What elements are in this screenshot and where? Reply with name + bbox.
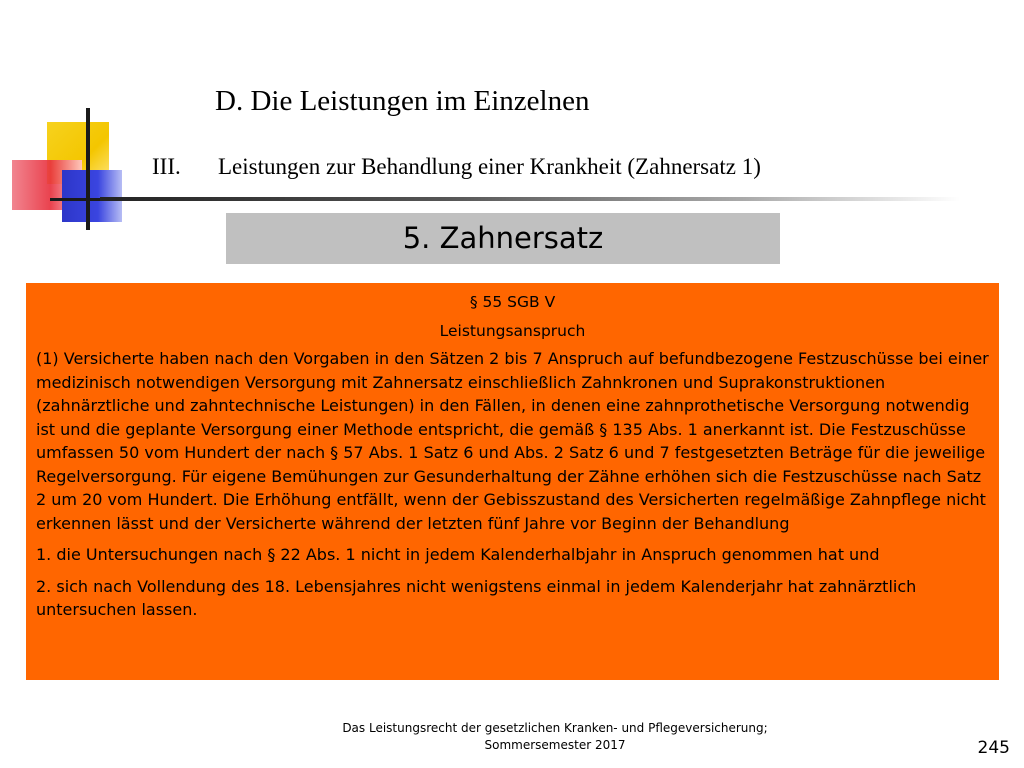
page-subtitle [152, 154, 761, 180]
logo-blue-square [62, 170, 122, 222]
law-item-1: 1. die Untersuchungen nach § 22 Abs. 1 nicht in jedem Kalenderhalbjahr in Anspruch genommen hat und [36, 545, 880, 564]
law-paragraph-1: (1) Versicherte haben nach den Vorgaben in den Sätzen 2 bis 7 Anspruch auf befundbezogene Festzuschüsse bei einer medizinisch notwendigen Versorgung mit Zahnersatz einschließlich Zahnkronen und Suprakonstruktionen (zahnärztliche und zahntechnische Leistungen) in den Fällen, in denen eine zahnprothetische Versorgung notwendig ist und die geplante Versorgung einer Methode entspricht, die gemäß § 135 Abs. 1 anerkannt ist. Die Festzuschüsse umfassen 50 vom Hundert der nach § 57 Abs. 1 Satz 6 und Abs. 2 Satz 6 und 7 festgesetzten Beträge für die jeweilige Regelversorgung. Für eigene Bemühungen zur Gesunderhaltung der Zähne erhöhen sich die Festzuschüsse nach Satz 2 um 20 vom Hundert. Die Erhöhung entfällt, wenn der Gebisszustand des Versicherten regelmäßige Zahnpflege nicht erkennen lässt und der Versicherte während der letzten fünf Jahre vor Beginn der Behandlung [36, 349, 989, 533]
footer-line-2: Sommersemester 2017 [484, 738, 626, 752]
law-item-2: 2. sich nach Vollendung des 18. Lebensjahres nicht wenigstens einmal in jedem Kalenderjahr hat zahnärztlich untersuchen lassen. [36, 576, 917, 619]
page-title: D. Die Leistungen im Einzelnen [215, 85, 590, 117]
section-heading: 5. Zahnersatz [226, 213, 780, 264]
law-text-box [26, 283, 999, 680]
law-reference: § 55 SGB V [469, 293, 556, 311]
logo-vertical-line [86, 108, 90, 230]
footer-line-1: Das Leistungsrecht der gesetzlichen Kranken- und Pflegeversicherung; [342, 721, 768, 735]
law-heading: Leistungsanspruch [439, 321, 586, 340]
subtitle-text: Leistungen zur Behandlung einer Krankheit (Zahnersatz 1) [218, 154, 761, 179]
page-number: 245 [977, 738, 1010, 758]
subtitle-number: III. [152, 154, 181, 179]
slide-footer [330, 720, 780, 754]
title-divider [100, 197, 960, 201]
